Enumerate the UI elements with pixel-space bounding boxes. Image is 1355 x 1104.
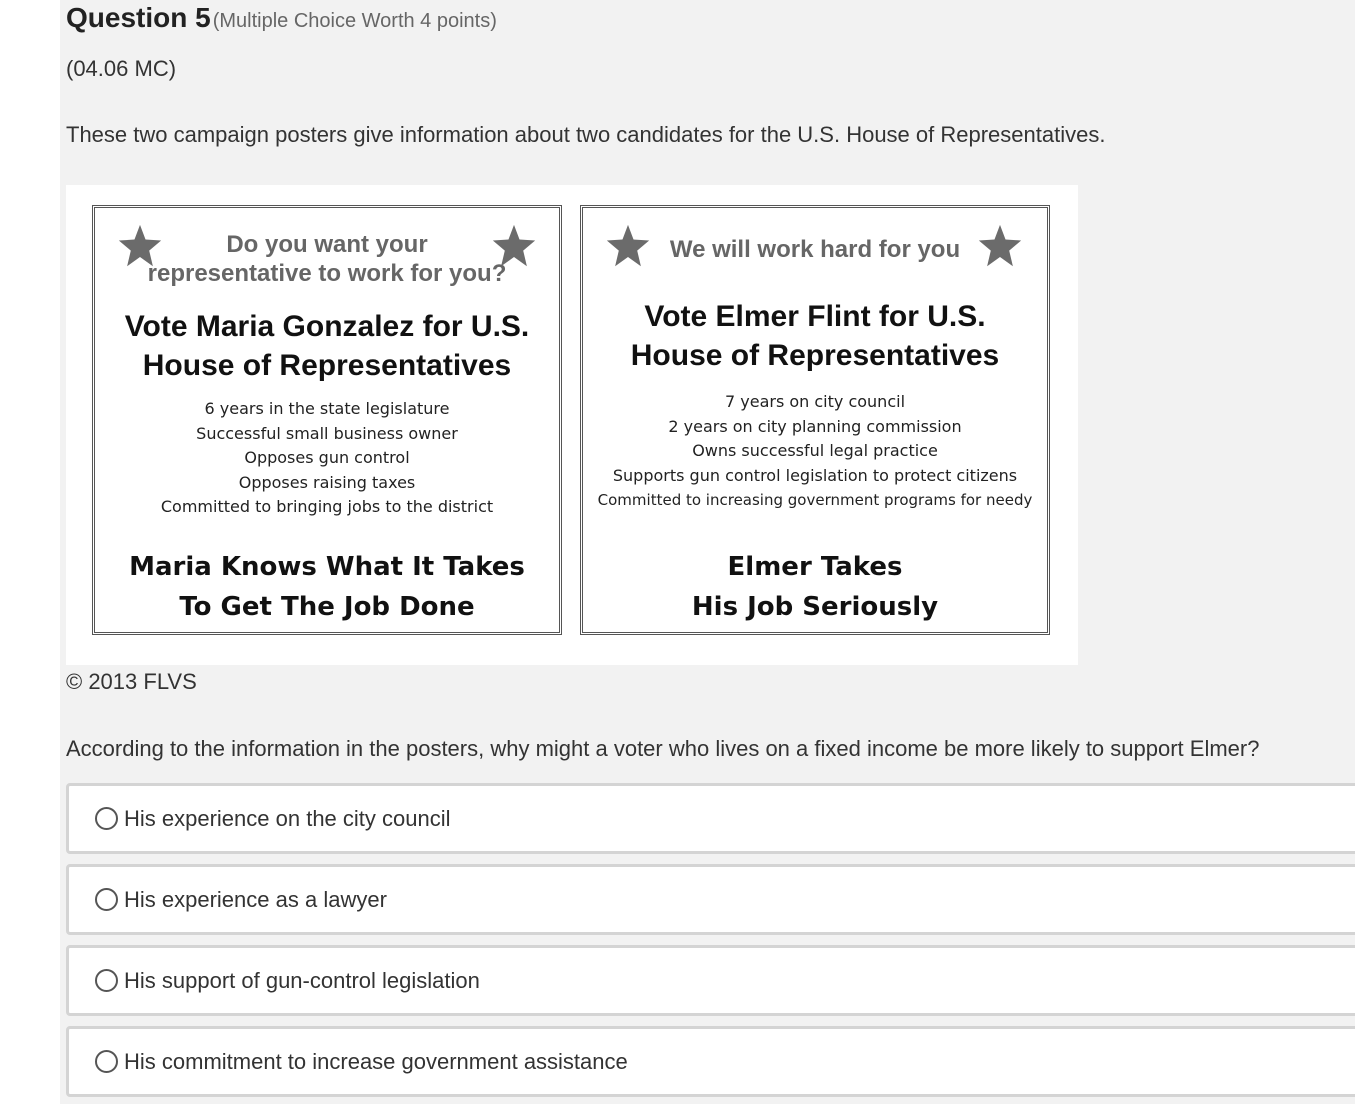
poster-image bbox=[66, 185, 1078, 665]
fact-item: 2 years on city planning commission bbox=[668, 416, 962, 436]
poster-slogan bbox=[583, 547, 1047, 627]
answer-option-1[interactable] bbox=[66, 783, 1355, 854]
tagline-line: We will work hard for you bbox=[669, 236, 961, 263]
answer-option-label: His support of gun-control legislation bbox=[124, 967, 480, 993]
title-line: House of Representatives bbox=[142, 349, 512, 382]
radio-button-icon[interactable] bbox=[95, 969, 118, 992]
question-header bbox=[66, 2, 497, 34]
poster-tagline bbox=[583, 235, 1047, 264]
title-line: Vote Elmer Flint for U.S. bbox=[644, 300, 986, 333]
poster-elmer-flint bbox=[580, 205, 1050, 635]
copyright-notice: © 2013 FLVS bbox=[66, 669, 197, 694]
question-code: (04.06 MC) bbox=[66, 56, 177, 81]
tagline-line: Do you want your bbox=[226, 231, 428, 258]
poster-title bbox=[583, 297, 1047, 375]
answer-option-4[interactable] bbox=[66, 1026, 1355, 1097]
poster-maria-gonzalez bbox=[92, 205, 562, 635]
slogan-line: To Get The Job Done bbox=[179, 592, 475, 622]
answer-option-label: His experience on the city council bbox=[124, 805, 451, 831]
radio-button-icon[interactable] bbox=[95, 888, 118, 911]
fact-item: Committed to increasing government programs for needy bbox=[597, 491, 1033, 509]
fact-item: Opposes gun control bbox=[244, 448, 410, 467]
question-prompt: According to the information in the posters, why might a voter who lives on a fixed income be more likely to support Elmer? bbox=[66, 736, 1260, 761]
slogan-line: Elmer Takes bbox=[727, 552, 903, 582]
fact-item: Supports gun control legislation to protect citizens bbox=[612, 465, 1018, 485]
poster-title bbox=[95, 307, 559, 385]
answer-option-label: His experience as a lawyer bbox=[124, 886, 387, 912]
poster-tagline bbox=[95, 230, 559, 288]
answer-option-2[interactable] bbox=[66, 864, 1355, 935]
poster-slogan bbox=[95, 547, 559, 627]
answer-option-label: His commitment to increase government assistance bbox=[124, 1048, 628, 1074]
fact-item: Owns successful legal practice bbox=[692, 441, 938, 460]
title-line: House of Representatives bbox=[630, 339, 1000, 372]
poster-facts bbox=[583, 390, 1047, 513]
question-title: Question 5 bbox=[66, 2, 211, 33]
question-intro: These two campaign posters give information about two candidates for the U.S. House of Representatives. bbox=[66, 122, 1106, 147]
title-line: Vote Maria Gonzalez for U.S. bbox=[124, 310, 530, 343]
question-points: (Multiple Choice Worth 4 points) bbox=[212, 10, 497, 32]
radio-button-icon[interactable] bbox=[95, 807, 118, 830]
poster-facts bbox=[95, 397, 559, 520]
fact-item: Successful small business owner bbox=[196, 423, 458, 443]
slogan-line: Maria Knows What It Takes bbox=[129, 552, 525, 582]
answer-option-3[interactable] bbox=[66, 945, 1355, 1016]
fact-item: Committed to bringing jobs to the district bbox=[160, 497, 494, 516]
fact-item: 7 years on city council bbox=[724, 392, 906, 411]
radio-button-icon[interactable] bbox=[95, 1050, 118, 1073]
fact-item: 6 years in the state legislature bbox=[204, 399, 450, 418]
tagline-line: representative to work for you? bbox=[147, 260, 507, 287]
fact-item: Opposes raising taxes bbox=[238, 472, 416, 492]
slogan-line: His Job Seriously bbox=[691, 592, 939, 622]
